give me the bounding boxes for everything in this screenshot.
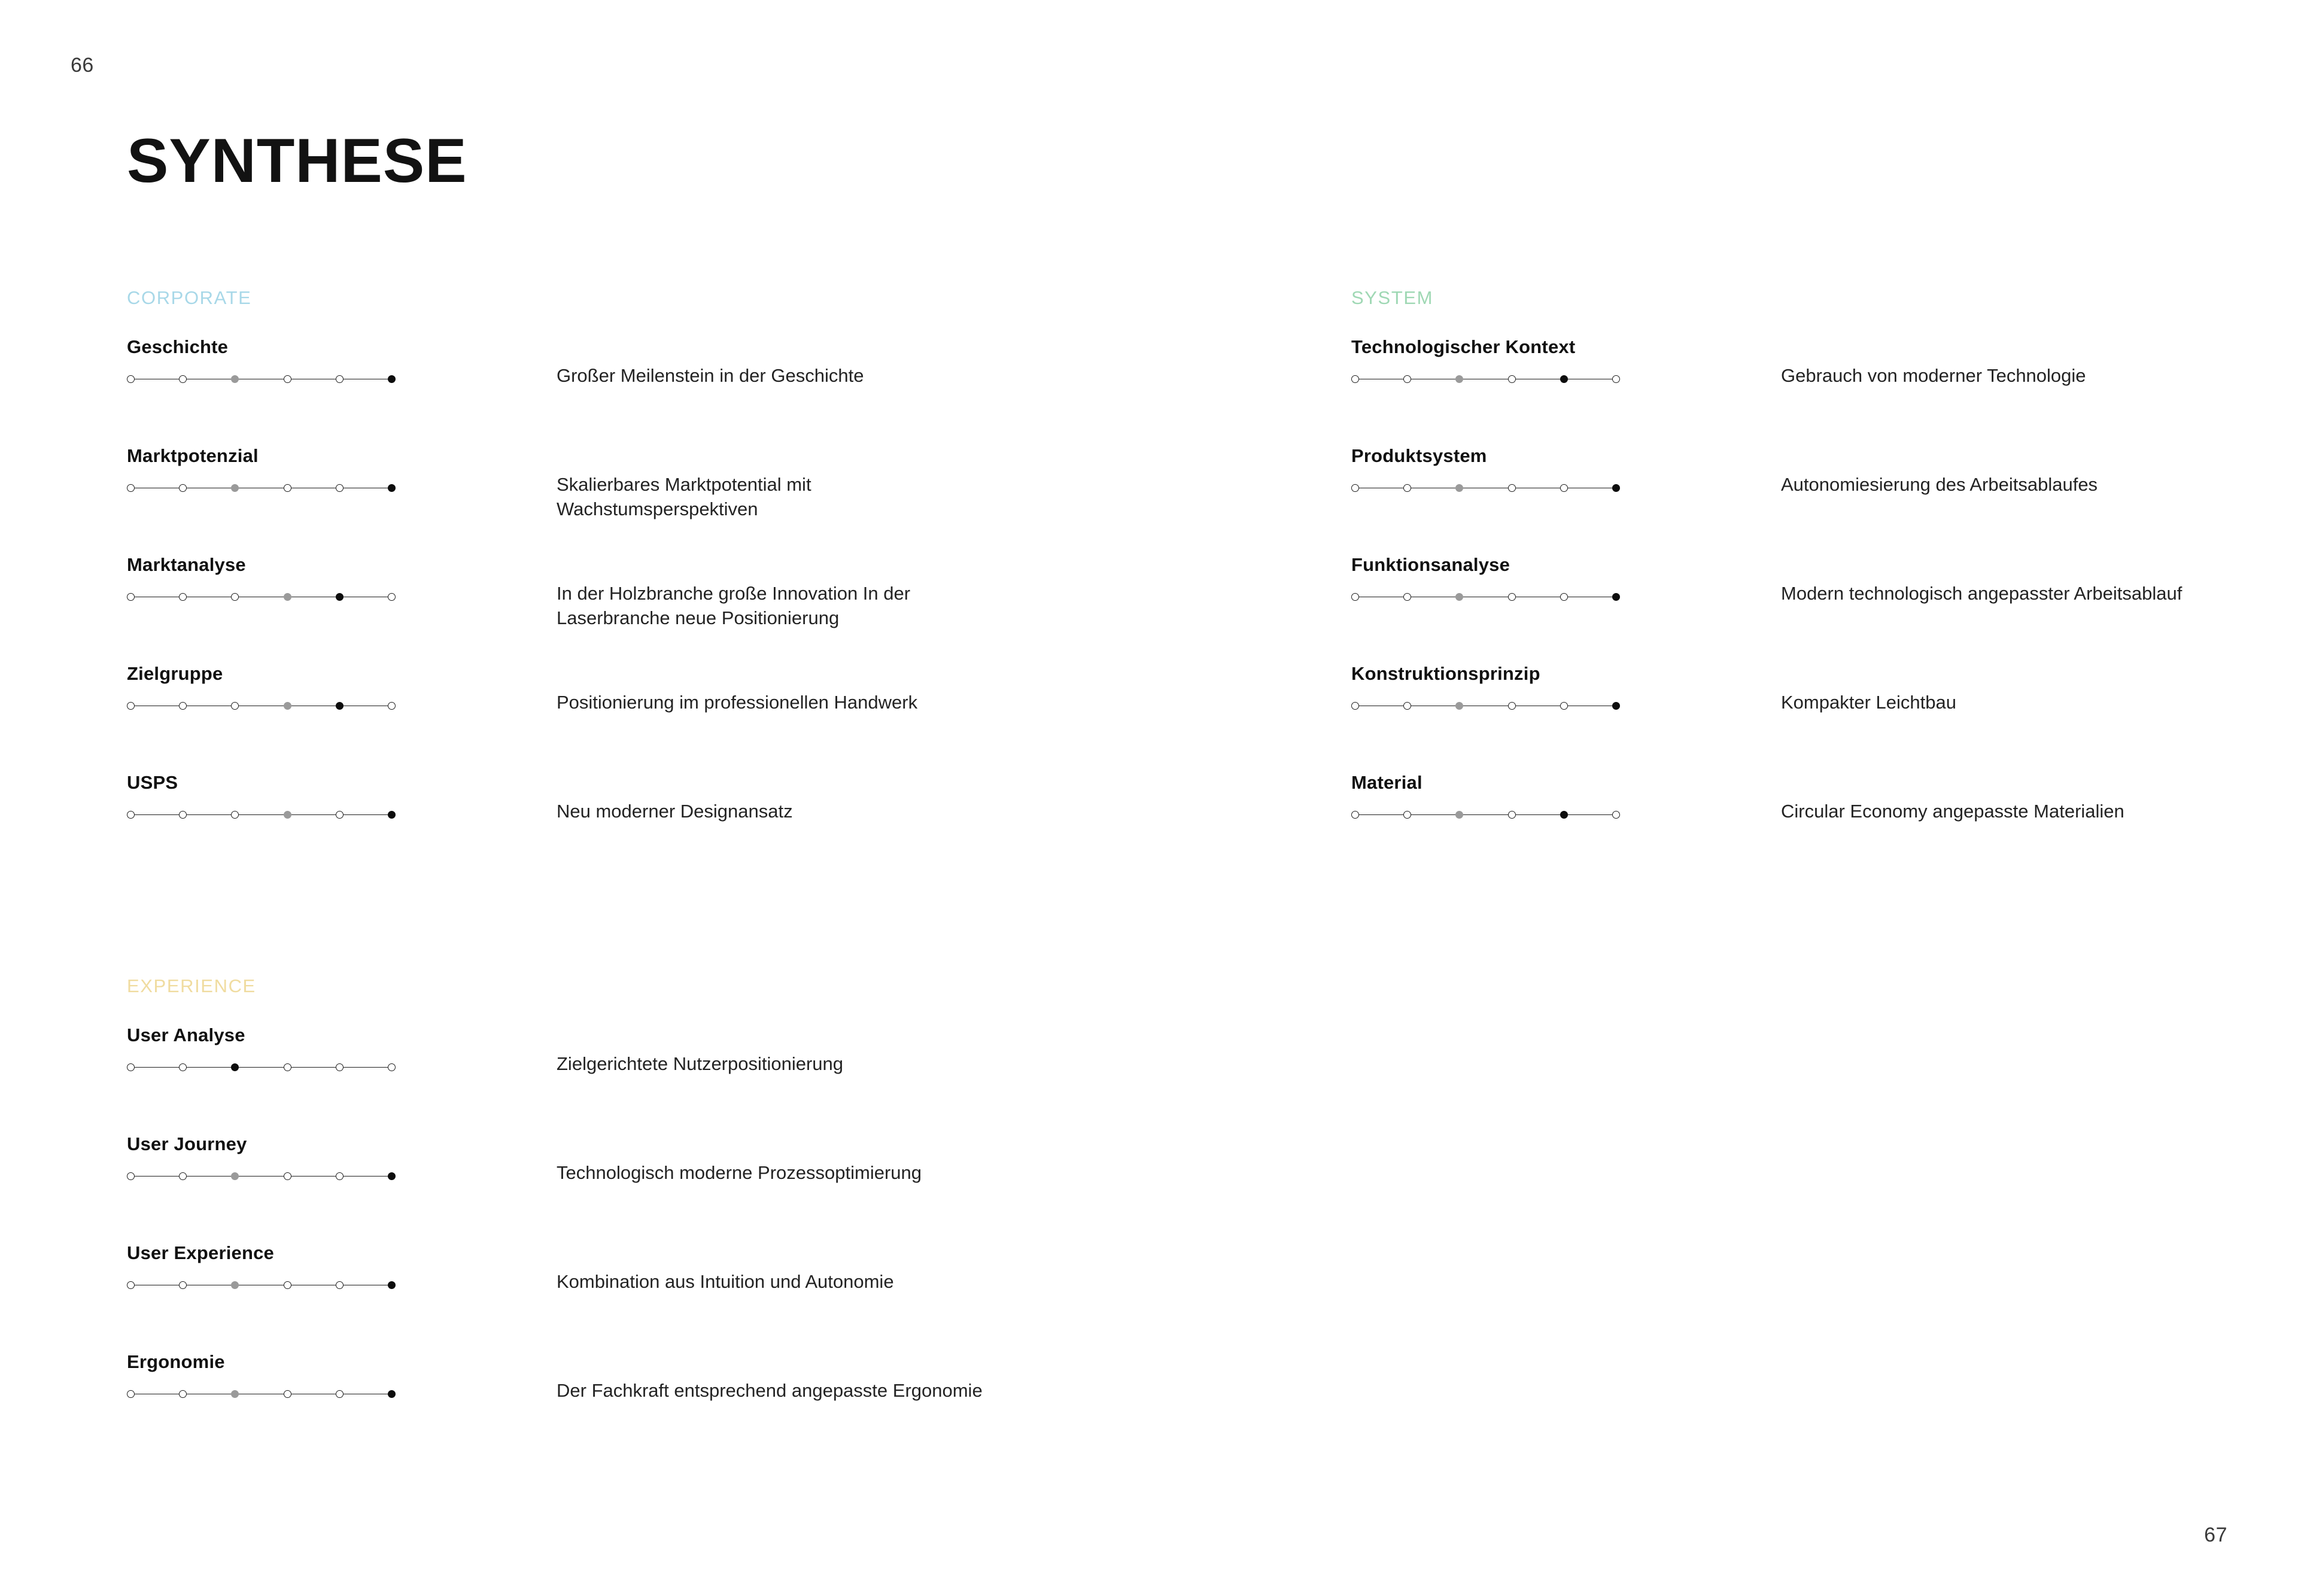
- scale-dot-empty: [1508, 702, 1516, 710]
- criteria-description: Zielgerichtete Nutzerpositionierung: [557, 1053, 844, 1074]
- criteria-row: [127, 1242, 1144, 1351]
- rating-scale: [1351, 591, 1622, 603]
- rating-scale: [127, 591, 397, 603]
- rating-scale: [127, 482, 397, 494]
- rows-experience: [127, 1025, 1144, 1460]
- scale-dot-empty: [179, 702, 187, 710]
- criteria-title: Produktsystem: [1351, 445, 1487, 466]
- scale-dot-filled: [388, 484, 396, 492]
- scale-dot-mid: [284, 593, 291, 601]
- scale-dot-filled: [1560, 375, 1568, 383]
- scale-dot-mid: [1455, 375, 1463, 383]
- criteria-row: [127, 336, 1144, 445]
- rating-scale: [127, 1279, 397, 1291]
- scale-dot-empty: [127, 1172, 135, 1180]
- criteria-row: [127, 1025, 1144, 1133]
- criteria-row: [1351, 336, 2298, 445]
- scale-dot-empty: [127, 484, 135, 492]
- scale-dot-mid: [231, 1281, 239, 1289]
- criteria-row: [127, 1351, 1144, 1460]
- scale-dot-empty: [179, 1390, 187, 1398]
- criteria-title: Geschichte: [127, 336, 229, 357]
- scale-dot-empty: [284, 1063, 291, 1071]
- rating-scale: [1351, 373, 1622, 385]
- criteria-description: Positionierung im professionellen Handwerk: [557, 692, 918, 713]
- rating-scale: [127, 1388, 397, 1400]
- scale-dot-empty: [231, 702, 239, 710]
- rating-scale: [127, 373, 397, 385]
- page-number-right: 67: [2204, 1524, 2227, 1546]
- scale-dot-empty: [388, 593, 396, 601]
- criteria-title: Konstruktionsprinzip: [1351, 663, 1540, 684]
- scale-dot-empty: [1612, 375, 1620, 383]
- rating-scale: [127, 700, 397, 712]
- rating-scale: [1351, 809, 1622, 821]
- scale-line: [1356, 814, 1617, 815]
- criteria-title: Material: [1351, 772, 1422, 793]
- scale-dot-mid: [1455, 702, 1463, 710]
- scale-dot-filled: [388, 1172, 396, 1180]
- scale-line: [132, 1176, 393, 1177]
- scale-dot-empty: [1403, 593, 1411, 601]
- scale-dot-empty: [127, 1063, 135, 1071]
- criteria-description: Großer Meilenstein in der Geschichte: [557, 365, 864, 386]
- scale-dot-empty: [1403, 375, 1411, 383]
- section-experience: [127, 975, 1144, 1460]
- criteria-title: Technologischer Kontext: [1351, 336, 1576, 357]
- scale-dot-empty: [336, 811, 344, 819]
- scale-dot-empty: [336, 1281, 344, 1289]
- scale-dot-empty: [1351, 811, 1359, 819]
- scale-dot-empty: [127, 1281, 135, 1289]
- scale-dot-empty: [1403, 484, 1411, 492]
- rating-scale: [127, 1171, 397, 1182]
- page-title: SYNTHESE: [127, 126, 467, 196]
- criteria-title: Marktanalyse: [127, 554, 246, 575]
- rating-scale: [1351, 482, 1622, 494]
- scale-dot-empty: [388, 702, 396, 710]
- scale-dot-empty: [231, 593, 239, 601]
- rating-scale: [1351, 700, 1622, 712]
- scale-dot-mid: [231, 1390, 239, 1398]
- scale-dot-empty: [1508, 593, 1516, 601]
- scale-dot-empty: [231, 811, 239, 819]
- scale-dot-empty: [1560, 593, 1568, 601]
- criteria-row: [1351, 445, 2298, 554]
- section-label-system: SYSTEM: [1351, 287, 1434, 308]
- scale-dot-empty: [1508, 484, 1516, 492]
- scale-dot-empty: [284, 1390, 291, 1398]
- scale-dot-filled: [388, 811, 396, 819]
- scale-dot-filled: [1612, 593, 1620, 601]
- scale-dot-empty: [179, 484, 187, 492]
- section-label-corporate: CORPORATE: [127, 287, 252, 308]
- scale-dot-empty: [1612, 811, 1620, 819]
- scale-dot-empty: [1351, 375, 1359, 383]
- scale-dot-filled: [388, 1281, 396, 1289]
- scale-dot-filled: [1560, 811, 1568, 819]
- criteria-title: User Analyse: [127, 1025, 245, 1045]
- criteria-row: [1351, 554, 2298, 663]
- criteria-title: Funktionsanalyse: [1351, 554, 1510, 575]
- scale-dot-empty: [179, 1063, 187, 1071]
- criteria-title: Ergonomie: [127, 1351, 225, 1372]
- scale-dot-empty: [1403, 811, 1411, 819]
- scale-dot-empty: [1403, 702, 1411, 710]
- scale-dot-empty: [179, 811, 187, 819]
- scale-dot-mid: [1455, 593, 1463, 601]
- scale-dot-empty: [1351, 702, 1359, 710]
- criteria-row: [1351, 663, 2298, 772]
- scale-dot-empty: [127, 593, 135, 601]
- scale-dot-empty: [1560, 702, 1568, 710]
- criteria-title: User Experience: [127, 1242, 274, 1263]
- scale-dot-mid: [284, 702, 291, 710]
- rows-system: [1351, 336, 2298, 881]
- criteria-title: Zielgruppe: [127, 663, 223, 684]
- criteria-row: [127, 663, 1144, 772]
- scale-line: [132, 814, 393, 815]
- scale-dot-filled: [1612, 484, 1620, 492]
- criteria-description: Skalierbares Marktpotential mit Wachstumsperspektiven: [557, 474, 811, 519]
- scale-dot-filled: [336, 593, 344, 601]
- scale-dot-mid: [231, 375, 239, 383]
- criteria-description: Modern technologisch angepasster Arbeitsablauf: [1781, 583, 2183, 604]
- scale-dot-mid: [1455, 811, 1463, 819]
- scale-dot-empty: [1508, 375, 1516, 383]
- scale-dot-empty: [284, 1172, 291, 1180]
- scale-dot-empty: [336, 484, 344, 492]
- criteria-description: Neu moderner Designansatz: [557, 801, 793, 822]
- scale-dot-filled: [388, 1390, 396, 1398]
- criteria-description: Der Fachkraft entsprechend angepasste Ergonomie: [557, 1380, 983, 1401]
- scale-dot-empty: [1508, 811, 1516, 819]
- criteria-row: [127, 554, 1144, 663]
- criteria-row: [127, 445, 1144, 554]
- scale-dot-empty: [284, 1281, 291, 1289]
- scale-dot-empty: [336, 375, 344, 383]
- criteria-row: [127, 1133, 1144, 1242]
- criteria-description: In der Holzbranche große Innovation In der Laserbranche neue Positionierung: [557, 583, 911, 628]
- criteria-description: Gebrauch von moderner Technologie: [1781, 365, 2086, 386]
- scale-dot-empty: [179, 593, 187, 601]
- criteria-row: [1351, 772, 2298, 881]
- criteria-description: Autonomiesierung des Arbeitsablaufes: [1781, 474, 2098, 495]
- scale-dot-empty: [284, 484, 291, 492]
- rating-scale: [127, 1062, 397, 1074]
- scale-dot-empty: [336, 1390, 344, 1398]
- scale-dot-empty: [127, 1390, 135, 1398]
- scale-dot-empty: [127, 702, 135, 710]
- scale-dot-empty: [336, 1172, 344, 1180]
- scale-dot-empty: [284, 375, 291, 383]
- criteria-title: Marktpotenzial: [127, 445, 259, 466]
- scale-dot-empty: [179, 1281, 187, 1289]
- scale-dot-empty: [388, 1063, 396, 1071]
- scale-dot-empty: [179, 375, 187, 383]
- criteria-description: Technologisch moderne Prozessoptimierung: [557, 1162, 922, 1183]
- criteria-description: Circular Economy angepasste Materialien: [1781, 801, 2124, 822]
- scale-dot-mid: [231, 1172, 239, 1180]
- scale-dot-empty: [127, 811, 135, 819]
- scale-dot-empty: [179, 1172, 187, 1180]
- scale-dot-mid: [1455, 484, 1463, 492]
- section-system: [1351, 287, 2298, 881]
- scale-dot-empty: [127, 375, 135, 383]
- criteria-title: User Journey: [127, 1133, 247, 1154]
- scale-dot-filled: [388, 375, 396, 383]
- rows-corporate: [127, 336, 1144, 881]
- criteria-row: [127, 772, 1144, 881]
- scale-dot-empty: [1351, 593, 1359, 601]
- section-label-experience: EXPERIENCE: [127, 975, 256, 996]
- criteria-description: Kompakter Leichtbau: [1781, 692, 1956, 713]
- page-number-left: 66: [71, 54, 94, 77]
- criteria-description: Kombination aus Intuition und Autonomie: [557, 1271, 894, 1292]
- scale-dot-mid: [284, 811, 291, 819]
- section-corporate: [127, 287, 1144, 881]
- scale-dot-empty: [336, 1063, 344, 1071]
- rating-scale: [127, 809, 397, 821]
- scale-line: [132, 1067, 393, 1068]
- scale-dot-empty: [1351, 484, 1359, 492]
- scale-dot-empty: [1560, 484, 1568, 492]
- scale-dot-filled: [336, 702, 344, 710]
- scale-dot-filled: [231, 1063, 239, 1071]
- scale-dot-filled: [1612, 702, 1620, 710]
- scale-dot-mid: [231, 484, 239, 492]
- criteria-title: USPS: [127, 772, 178, 793]
